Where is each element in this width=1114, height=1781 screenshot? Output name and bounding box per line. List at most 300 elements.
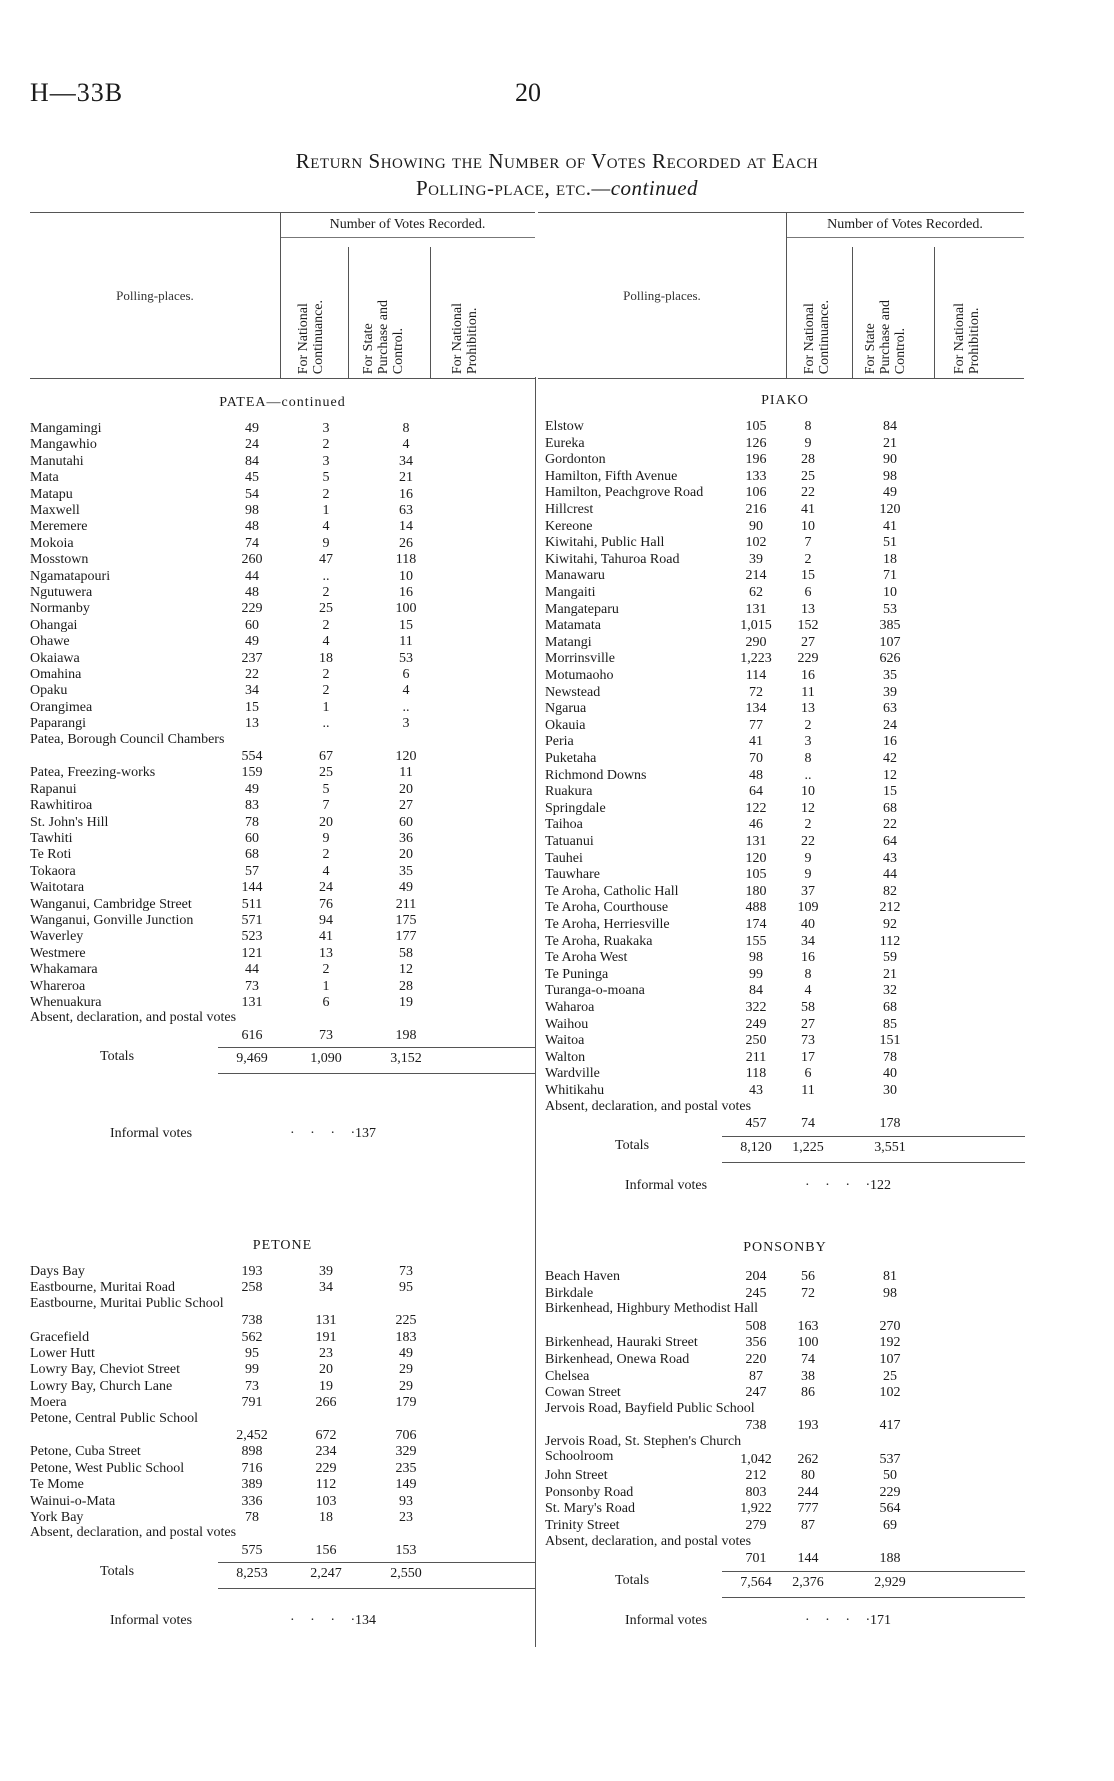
national-prohibition-value: 149 <box>395 1477 417 1493</box>
polling-place-name: Wainui-o-Mata <box>30 1493 116 1509</box>
total-state-purchase: 2,376 <box>792 1574 824 1590</box>
table-row <box>545 435 1025 452</box>
national-prohibition-value: 25 <box>883 1368 897 1384</box>
state-purchase-value: 5 <box>322 470 330 486</box>
table-row <box>30 928 535 944</box>
national-prohibition-value: 4 <box>402 437 410 453</box>
polling-place-name: Cowan Street <box>545 1385 621 1401</box>
polling-place-name: Te Aroha West <box>545 950 628 966</box>
polling-place-name: Whenuakura <box>30 995 102 1010</box>
national-continuance-value: 44 <box>245 962 259 978</box>
national-continuance-value: 211 <box>745 1049 767 1065</box>
national-prohibition-value: 43 <box>883 850 897 866</box>
state-purchase-value: 2 <box>804 717 812 733</box>
table-row <box>30 502 535 518</box>
state-purchase-value: 41 <box>801 502 815 517</box>
state-purchase-value: 3 <box>322 421 330 436</box>
polling-place-name: Birkenhead, Hauraki Street <box>545 1335 698 1351</box>
table-row <box>545 1049 1025 1066</box>
national-prohibition-value: 51 <box>883 535 897 551</box>
national-continuance-value: 45 <box>245 470 259 486</box>
table-row <box>30 1329 535 1345</box>
polling-place-name: Normanby <box>30 601 90 617</box>
table-row <box>30 830 535 846</box>
state-purchase-value: 156 <box>315 1542 337 1558</box>
national-continuance-value: 54 <box>245 486 259 502</box>
polling-place-name: Eureka <box>545 435 585 451</box>
state-purchase-value: 100 <box>797 1335 819 1351</box>
state-purchase-value: 672 <box>315 1427 337 1443</box>
state-purchase-value: 34 <box>801 933 815 949</box>
table-row <box>30 518 535 534</box>
table-row <box>545 1368 1025 1385</box>
national-prohibition-value: 34 <box>399 453 413 469</box>
national-continuance-value: 247 <box>745 1385 767 1401</box>
polling-places-header: Polling-places. <box>116 287 194 303</box>
table-row <box>545 1082 1025 1099</box>
table-row <box>545 833 1025 850</box>
national-prohibition-value: 385 <box>879 618 901 634</box>
state-purchase-value: 1 <box>322 503 330 518</box>
national-continuance-value: 43 <box>749 1083 763 1098</box>
polling-place-name: Days Bay <box>30 1264 85 1279</box>
table-row <box>545 1268 1025 1285</box>
polling-place-name: Whakamara <box>30 962 98 978</box>
national-continuance-header: For National Continuance. <box>296 299 326 374</box>
national-prohibition-value: 49 <box>399 880 413 896</box>
polling-place-name: Mata <box>30 470 59 486</box>
state-purchase-value: 2 <box>322 617 330 633</box>
national-continuance-value: 49 <box>245 421 259 436</box>
national-prohibition-value: 92 <box>883 917 897 932</box>
table-row <box>30 535 535 551</box>
state-purchase-value: 11 <box>801 684 815 700</box>
polling-place-name: Springdale <box>545 800 606 816</box>
national-continuance-value: 60 <box>245 617 259 633</box>
national-prohibition-value: 64 <box>883 834 897 849</box>
polling-place-name: Motumaoho <box>545 668 614 683</box>
total-state-purchase: 1,090 <box>310 1051 342 1067</box>
national-prohibition-value: 26 <box>399 535 413 551</box>
polling-place-name: Eastbourne, Muritai Public School <box>30 1295 224 1311</box>
table-row <box>30 650 535 666</box>
page-number: 20 <box>515 78 541 107</box>
national-prohibition-value: 32 <box>883 983 897 999</box>
national-prohibition-value: 23 <box>399 1510 413 1525</box>
national-prohibition-value: 29 <box>399 1378 413 1394</box>
national-continuance-value: 260 <box>241 552 263 568</box>
national-prohibition-value: 11 <box>399 765 413 781</box>
polling-place-name: Mangawhio <box>30 437 97 453</box>
state-purchase-value: 10 <box>801 784 815 800</box>
national-continuance-value: 41 <box>749 734 763 750</box>
table-row <box>545 650 1025 667</box>
polling-place-name: Te Mome <box>30 1477 84 1493</box>
national-prohibition-value: 107 <box>879 1352 901 1367</box>
national-prohibition-value: 44 <box>883 867 897 883</box>
table-row <box>545 1384 1025 1401</box>
state-purchase-value: 112 <box>315 1477 337 1493</box>
table-row <box>545 684 1025 701</box>
national-prohibition-value: 98 <box>883 1285 897 1301</box>
national-prohibition-value: 28 <box>399 978 413 994</box>
table-row <box>545 1032 1025 1049</box>
state-purchase-value: 4 <box>322 634 330 650</box>
national-prohibition-value: 49 <box>399 1346 413 1361</box>
polling-place-name: Maxwell <box>30 503 80 518</box>
polling-place-name: Gracefield <box>30 1329 90 1345</box>
petone-totals-rule <box>218 1562 535 1563</box>
table-row <box>545 1484 1025 1501</box>
national-continuance-value: 98 <box>245 503 259 518</box>
national-prohibition-value: 120 <box>395 748 417 764</box>
table-row <box>30 732 535 765</box>
total-continuance: 8,120 <box>740 1139 772 1155</box>
table-row <box>545 617 1025 634</box>
polling-place-name: Lowry Bay, Cheviot Street <box>30 1362 180 1378</box>
polling-place-name: Elstow <box>545 419 584 434</box>
national-prohibition-value: 14 <box>399 519 413 535</box>
table-row <box>545 982 1025 999</box>
national-continuance-value: 2,452 <box>236 1427 268 1443</box>
table-row <box>545 949 1025 966</box>
table-row <box>545 584 1025 601</box>
petone-informal-dots: · · · · <box>290 1613 362 1628</box>
national-continuance-value: 102 <box>745 535 767 551</box>
state-purchase-value: 25 <box>319 765 333 781</box>
national-continuance-value: 39 <box>749 551 763 567</box>
national-prohibition-value: .. <box>402 699 410 715</box>
national-continuance-value: 511 <box>241 896 263 912</box>
state-purchase-value: 8 <box>804 751 812 766</box>
state-purchase-value: 9 <box>804 850 812 866</box>
polling-place-name: Birkdale <box>545 1285 594 1301</box>
state-purchase-value: 27 <box>801 1016 815 1032</box>
state-purchase-value: 2 <box>322 667 330 682</box>
polling-places-header-right: Polling-places. <box>623 287 701 303</box>
state-purchase-value: 28 <box>801 452 815 468</box>
national-prohibition-value: 42 <box>883 751 897 766</box>
polling-place-name: Waharoa <box>545 1000 595 1015</box>
polling-place-name: Ohangai <box>30 617 78 633</box>
petone-informal-value: 134 <box>355 1613 376 1628</box>
national-continuance-value: 159 <box>241 765 263 781</box>
national-continuance-value: 13 <box>245 716 259 732</box>
national-continuance-value: 24 <box>245 437 259 453</box>
page-title: Return Showing the Number of Votes Recorded at Each <box>295 149 819 173</box>
table-row <box>30 879 535 895</box>
state-purchase-value: 58 <box>801 1000 815 1015</box>
national-prohibition-value: 212 <box>879 900 901 916</box>
state-purchase-value: 9 <box>322 535 330 551</box>
national-continuance-value: 131 <box>241 995 263 1010</box>
state-purchase-value: 2 <box>322 962 330 978</box>
table-row <box>30 1010 535 1043</box>
polling-place-name: Manutahi <box>30 453 84 469</box>
table-row <box>545 999 1025 1016</box>
national-prohibition-value: 177 <box>395 929 417 945</box>
state-purchase-value: 24 <box>319 880 333 896</box>
polling-place-name: Whareroa <box>30 978 86 994</box>
national-continuance-value: 180 <box>745 883 767 899</box>
national-continuance-value: 738 <box>745 1418 767 1434</box>
state-purchase-value: 2 <box>322 437 330 453</box>
table-row <box>545 567 1025 584</box>
national-prohibition-value: 537 <box>879 1451 901 1467</box>
national-prohibition-value: 85 <box>883 1016 897 1032</box>
state-purchase-value: 152 <box>797 618 819 634</box>
table-row <box>545 1517 1025 1534</box>
table-row <box>545 1500 1025 1517</box>
national-continuance-value: 237 <box>241 650 263 666</box>
patea-totals-label: Totals <box>100 1049 135 1065</box>
state-purchase-value: 6 <box>804 585 812 600</box>
state-purchase-value: 7 <box>322 798 330 814</box>
polling-place-name: Whitikahu <box>545 1083 605 1098</box>
national-prohibition-value: 10 <box>399 568 413 584</box>
table-row <box>30 1361 535 1377</box>
total-prohibition: 2,929 <box>874 1574 906 1590</box>
table-row <box>30 1476 535 1492</box>
national-continuance-value: 34 <box>245 683 259 699</box>
national-prohibition-value: 36 <box>399 831 413 846</box>
national-continuance-value: 87 <box>749 1368 763 1384</box>
petone-totals-underline <box>218 1588 535 1589</box>
petone-title: PETONE <box>252 1238 313 1253</box>
national-continuance-value: 131 <box>745 601 767 617</box>
national-prohibition-value: 84 <box>883 419 897 434</box>
national-continuance-value: 84 <box>245 453 259 469</box>
national-continuance-value: 196 <box>745 452 767 468</box>
table-row <box>545 1099 1025 1132</box>
national-continuance-value: 105 <box>745 419 767 434</box>
state-purchase-value: 73 <box>801 1033 815 1049</box>
table-row <box>30 486 535 502</box>
national-continuance-value: 126 <box>745 435 767 451</box>
polling-place-name: Absent, declaration, and postal votes <box>30 1010 237 1026</box>
polling-place-name: Ngamatapouri <box>30 568 111 584</box>
table-row <box>545 1434 1025 1467</box>
national-prohibition-value: 120 <box>879 502 901 517</box>
polling-place-name: St. John's Hill <box>30 814 109 830</box>
polling-place-name: Morrinsville <box>545 651 615 667</box>
table-row <box>30 781 535 797</box>
national-prohibition-value: 626 <box>879 651 901 667</box>
national-prohibition-value: 417 <box>879 1418 901 1434</box>
national-prohibition-value: 16 <box>399 585 413 600</box>
polling-place-name: Okauia <box>545 717 586 733</box>
polling-place-name: Hamilton, Fifth Avenue <box>545 468 678 484</box>
state-purchase-value: 13 <box>801 601 815 617</box>
table-row <box>30 896 535 912</box>
table-row <box>30 994 535 1010</box>
table-row <box>545 883 1025 900</box>
polling-place-name: Orangimea <box>30 699 93 715</box>
polling-place-name: Absent, declaration, and postal votes <box>545 1533 752 1549</box>
national-prohibition-value: 15 <box>883 784 897 800</box>
polling-place-name: Paparangi <box>30 716 86 732</box>
state-purchase-value: 18 <box>319 650 333 666</box>
state-purchase-value: 87 <box>801 1518 815 1533</box>
national-continuance-value: 120 <box>745 850 767 866</box>
table-row <box>30 1394 535 1410</box>
national-prohibition-value: 8 <box>402 421 410 436</box>
polling-place-name: Meremere <box>30 519 88 535</box>
national-prohibition-value: 10 <box>883 585 897 600</box>
table-row <box>30 600 535 616</box>
state-purchase-value: 13 <box>319 945 333 961</box>
polling-place-name: Ruakura <box>545 784 593 800</box>
national-continuance-value: 95 <box>245 1346 259 1361</box>
national-continuance-value: 90 <box>749 518 763 534</box>
national-prohibition-value: 30 <box>883 1083 897 1098</box>
polling-place-name: Rapanui <box>30 781 77 797</box>
national-prohibition-value: 81 <box>883 1269 897 1284</box>
national-continuance-value: 322 <box>745 1000 767 1015</box>
patea-totals-rule <box>218 1047 535 1048</box>
state-purchase-value: 2 <box>804 817 812 833</box>
state-purchase-value: 25 <box>319 601 333 617</box>
state-purchase-value: 18 <box>319 1510 333 1525</box>
table-row <box>545 484 1025 501</box>
national-continuance-value: 575 <box>241 1542 263 1558</box>
national-continuance-value: 48 <box>245 519 259 535</box>
table-row <box>545 468 1025 485</box>
state-purchase-value: 22 <box>801 485 815 501</box>
national-continuance-header-right: For National Continuance. <box>802 299 832 374</box>
national-prohibition-value: 225 <box>395 1313 417 1329</box>
table-row <box>30 961 535 977</box>
national-continuance-value: 134 <box>745 701 767 717</box>
table-row <box>545 866 1025 883</box>
polling-place-name: Chelsea <box>545 1368 590 1384</box>
national-continuance-value: 105 <box>745 867 767 883</box>
piako-totals-label: Totals <box>615 1137 650 1153</box>
polling-place-name: Tauhei <box>545 850 583 866</box>
national-continuance-value: 44 <box>245 568 259 584</box>
polling-place-name: Patea, Borough Council Chambers <box>30 731 225 747</box>
state-purchase-value: 16 <box>801 668 815 683</box>
national-continuance-value: 98 <box>749 950 763 966</box>
table-row <box>545 1334 1025 1351</box>
state-purchase-value: 266 <box>315 1395 337 1411</box>
polling-place-name: Kiwitahi, Public Hall <box>545 535 665 551</box>
national-prohibition-value: 16 <box>399 486 413 502</box>
state-purchase-value: 2 <box>322 486 330 502</box>
national-prohibition-value: 20 <box>399 781 413 797</box>
national-prohibition-value: 192 <box>879 1335 901 1351</box>
table-row <box>30 584 535 600</box>
table-row <box>545 1065 1025 1082</box>
national-continuance-value: 62 <box>749 585 763 600</box>
piako-title: PIAKO <box>761 393 809 408</box>
ponsonby-totals-underline <box>722 1597 1025 1598</box>
national-continuance-value: 214 <box>745 568 767 584</box>
piako-totals-rule <box>722 1136 1025 1137</box>
national-prohibition-value: 178 <box>879 1116 901 1132</box>
polling-place-name: Okaiawa <box>30 650 80 666</box>
national-continuance-value: 83 <box>245 798 259 814</box>
ponsonby-informal-label: Informal votes <box>625 1613 708 1628</box>
polling-place-name: Tawhiti <box>30 831 73 846</box>
table-row <box>30 469 535 485</box>
table-row <box>30 846 535 862</box>
state-purchase-value: 80 <box>801 1468 815 1484</box>
table-row <box>545 750 1025 767</box>
table-row <box>30 436 535 452</box>
national-continuance-value: 106 <box>745 485 767 501</box>
national-prohibition-value: 211 <box>395 896 417 912</box>
polling-place-name: Richmond Downs <box>545 767 647 783</box>
table-row <box>545 1534 1025 1567</box>
table-row <box>545 916 1025 933</box>
national-continuance-value: 803 <box>745 1484 767 1500</box>
table-row <box>545 501 1025 518</box>
piako-totals-underline <box>722 1162 1025 1163</box>
national-prohibition-value: 53 <box>883 601 897 617</box>
national-prohibition-value: 21 <box>399 470 413 486</box>
national-prohibition-value: 107 <box>879 634 901 650</box>
national-continuance-value: 78 <box>245 814 259 830</box>
national-prohibition-value: 71 <box>883 568 897 584</box>
polling-place-name: Tokaora <box>30 863 76 879</box>
polling-place-name: Westmere <box>30 945 86 961</box>
national-continuance-value: 249 <box>745 1016 767 1032</box>
state-purchase-value: 20 <box>319 814 333 830</box>
national-prohibition-value: 68 <box>883 800 897 816</box>
state-purchase-value: 22 <box>801 834 815 849</box>
total-prohibition: 2,550 <box>390 1566 422 1582</box>
votes-recorded-header-right: Number of Votes Recorded. <box>786 217 1024 238</box>
national-continuance-value: 212 <box>745 1468 767 1484</box>
table-row <box>30 420 535 436</box>
total-continuance: 7,564 <box>740 1574 772 1590</box>
national-continuance-value: 523 <box>241 929 263 945</box>
national-continuance-value: 290 <box>745 634 767 650</box>
national-continuance-value: 701 <box>745 1551 767 1567</box>
national-continuance-value: 73 <box>245 978 259 994</box>
national-continuance-value: 60 <box>245 831 259 846</box>
polling-place-name: Eastbourne, Muritai Road <box>30 1280 176 1296</box>
national-prohibition-value: 198 <box>395 1027 417 1043</box>
national-continuance-value: 616 <box>241 1027 263 1043</box>
table-row <box>545 1467 1025 1484</box>
patea-totals-underline <box>218 1073 535 1074</box>
national-prohibition-value: 183 <box>395 1329 417 1345</box>
national-prohibition-value: 3 <box>402 716 410 732</box>
national-continuance-value: 64 <box>749 784 763 800</box>
state-purchase-value: 4 <box>322 519 330 535</box>
national-continuance-value: 118 <box>745 1066 767 1082</box>
polling-place-name: Matapu <box>30 486 73 502</box>
national-prohibition-value: 118 <box>395 552 417 568</box>
national-continuance-value: 70 <box>749 751 763 766</box>
national-prohibition-value: 59 <box>883 950 897 966</box>
state-purchase-value: 74 <box>801 1352 815 1367</box>
polling-place-name: Opaku <box>30 683 68 699</box>
polling-place-name: Absent, declaration, and postal votes <box>545 1098 752 1114</box>
state-purchase-value: 23 <box>319 1346 333 1361</box>
page-title-continued: Polling-place, etc.—continued <box>415 176 699 200</box>
national-prohibition-value: 12 <box>883 767 897 783</box>
national-prohibition-value: 188 <box>879 1551 901 1567</box>
national-continuance-value: 1,042 <box>740 1451 772 1467</box>
national-prohibition-value: 100 <box>395 601 417 617</box>
state-purchase-value: 103 <box>315 1493 337 1509</box>
document-code: H—33B <box>30 78 124 107</box>
table-row <box>30 551 535 567</box>
national-continuance-value: 99 <box>749 966 763 982</box>
